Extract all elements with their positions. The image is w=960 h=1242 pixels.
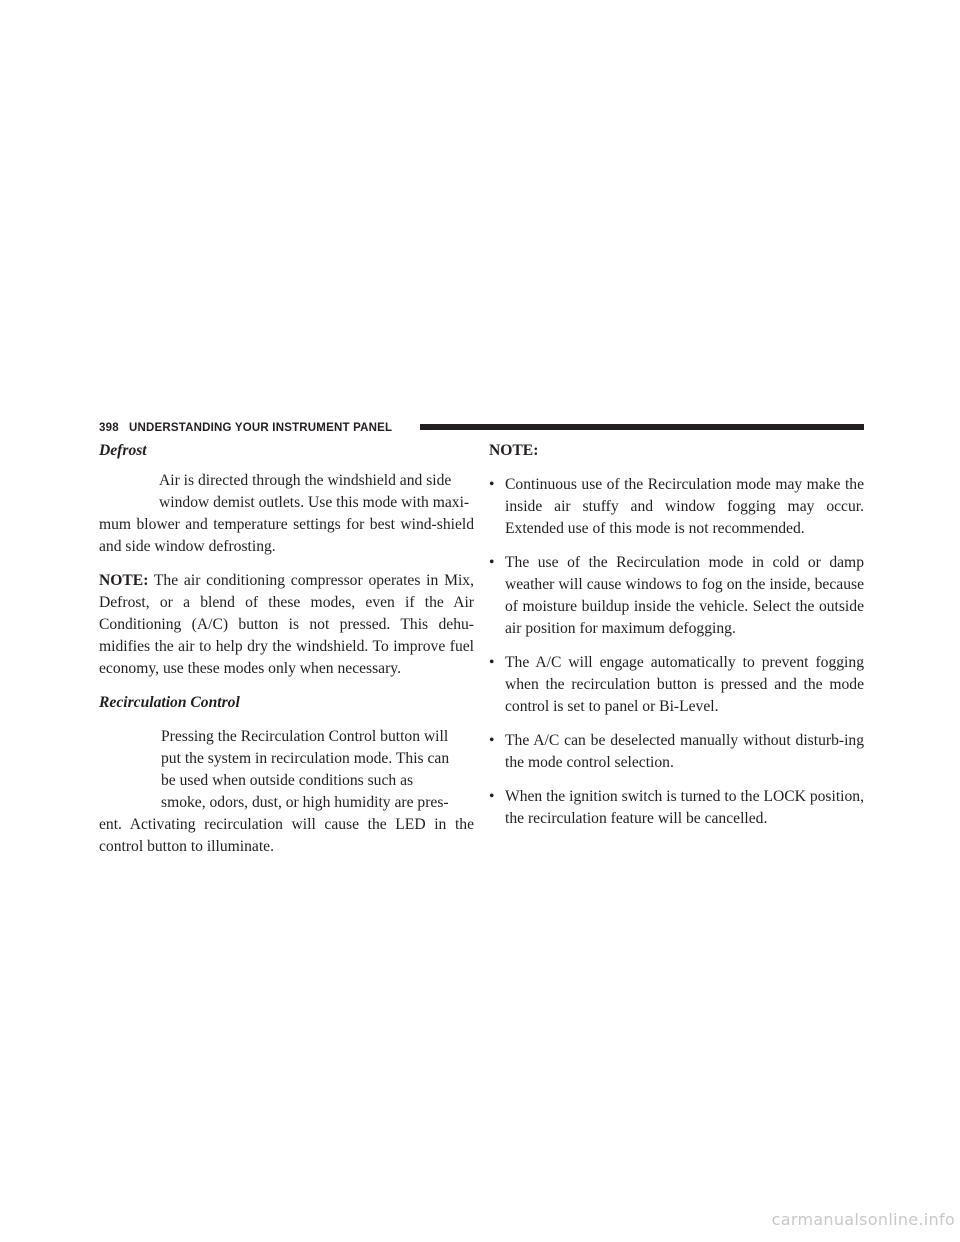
defrost-heading: Defrost (99, 442, 147, 459)
bullet-icon: • (489, 732, 495, 749)
list-item (489, 730, 864, 774)
bullet-text: The A/C will engage automatically to prevent fogging when the recirculation button is pressed and the mode control is set to panel or Bi-Level. (505, 654, 864, 715)
recirculation-heading: Recirculation Control (99, 694, 240, 711)
bullet-text: When the ignition switch is turned to the LOCK position, the recirculation feature will be cancelled. (505, 788, 864, 827)
recirculation-line-1: Pressing the Recirculation Control button will (161, 728, 449, 745)
recirculation-line-3: be used when outside conditions such as (161, 772, 414, 789)
bullet-icon: • (489, 654, 495, 671)
header-rule (420, 424, 864, 430)
right-column (489, 440, 864, 830)
defrost-line-1: Air is directed through the windshield and side (159, 472, 452, 489)
list-item (489, 552, 864, 640)
bullet-icon: • (489, 554, 495, 571)
page-header (99, 420, 864, 436)
list-item (489, 786, 864, 830)
bullet-text: The use of the Recirculation mode in cold or damp weather will cause windows to fog on the inside, because of moisture buildup inside the vehicle. Select the outside air position for maximum defogging. (505, 554, 864, 637)
recirculation-line-2: put the system in recirculation mode. This can (161, 750, 450, 767)
left-column (99, 440, 474, 858)
note-label: NOTE: (99, 572, 149, 589)
section-title: UNDERSTANDING YOUR INSTRUMENT PANEL (129, 422, 393, 434)
recirculation-line-4: smoke, odors, dust, or high humidity are pres- (161, 794, 449, 811)
list-item (489, 652, 864, 718)
note-heading: NOTE: (489, 442, 539, 459)
watermark: carmanualsonline.info (771, 1210, 955, 1229)
note-bullet-list (489, 474, 864, 830)
list-item (489, 474, 864, 540)
defrost-paragraph: mum blower and temperature settings for best wind-shield and side window defrosting. (99, 516, 474, 555)
note-paragraph (99, 570, 474, 680)
bullet-text: The A/C can be deselected manually without disturb-ing the mode control selection. (505, 732, 864, 771)
page-number: 398 (99, 422, 119, 434)
bullet-text: Continuous use of the Recirculation mode may make the inside air stuffy and window fogging may occur. Extended use of this mode is not recommended. (505, 476, 864, 537)
bullet-icon: • (489, 788, 495, 805)
bullet-icon: • (489, 476, 495, 493)
defrost-line-2: window demist outlets. Use this mode with maxi- (159, 494, 470, 511)
recirculation-paragraph: ent. Activating recirculation will cause the LED in the control button to illuminate. (99, 816, 474, 855)
note-text: The air conditioning compressor operates in Mix, Defrost, or a blend of these modes, even if the Air Conditioning (A/C) button is not pressed. This dehu-midifies the air to help dry the windshield. To improve fuel economy, use these modes only when necessary. (99, 572, 474, 677)
